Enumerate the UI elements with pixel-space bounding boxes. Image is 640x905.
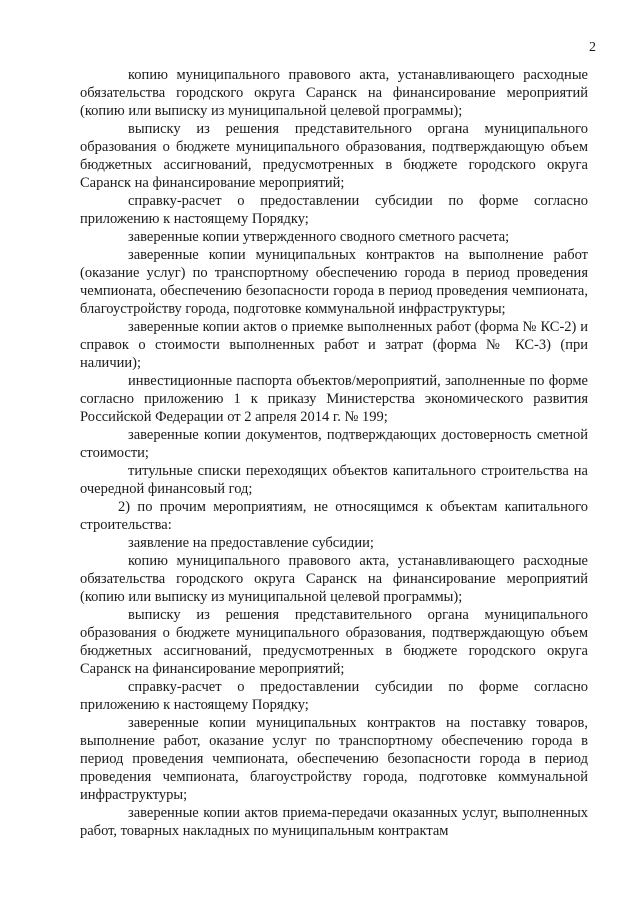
paragraph: справку-расчет о предоставлении субсидии по форме согласно приложению к настоящему Порядку; (80, 679, 588, 713)
paragraph: титульные списки переходящих объектов капитального строительства на очередной финансовый год; (80, 463, 588, 497)
numbered-paragraph: 2) по прочим мероприятиям, не относящимся к объектам капитального строительства: (80, 499, 588, 533)
paragraph: копию муниципального правового акта, устанавливающего расходные обязательства городского округа Саранск на финансирование мероприятий (копию или выписку из муниципальной целевой программы); (80, 553, 588, 605)
paragraph: копию муниципального правового акта, устанавливающего расходные обязательства городского округа Саранск на финансирование мероприятий (копию или выписку из муниципальной целевой программы); (80, 67, 588, 119)
paragraph: заявление на предоставление субсидии; (128, 535, 374, 551)
page-number: 2 (589, 40, 596, 55)
paragraph: выписку из решения представительного органа муниципального образования о бюджете муниципального образования, подтверждающую объем бюджетных ассигнований, предусмотренных в бюджете городского округа Саранск на финансирование мероприятий; (80, 607, 588, 677)
paragraph: заверенные копии актов о приемке выполненных работ (форма № КС-2) и справок о стоимости выполненных работ и затрат (форма № КС-3) (при наличии); (80, 319, 588, 371)
paragraph: заверенные копии актов приема-передачи оказанных услуг, выполненных работ, товарных накладных по муниципальным контрактам (80, 805, 588, 839)
paragraph: справку-расчет о предоставлении субсидии по форме согласно приложению к настоящему Порядку; (80, 193, 588, 227)
paragraph: заверенные копии муниципальных контрактов на поставку товаров, выполнение работ, оказание услуг по транспортному обеспечению города в период проведения чемпионата, обеспечению безопасности города в период проведения чемпионата, благоустройству города, подготовке коммунальной инфраструктуры; (80, 715, 588, 803)
paragraph: инвестиционные паспорта объектов/мероприятий, заполненные по форме согласно приложению 1 к приказу Министерства экономического развития Российской Федерации от 2 апреля 2014 г. № 199; (80, 373, 588, 425)
paragraph: заверенные копии документов, подтверждающих достоверность сметной стоимости; (80, 427, 588, 461)
paragraph: заверенные копии утвержденного сводного сметного расчета; (128, 229, 510, 245)
paragraph: выписку из решения представительного органа муниципального образования о бюджете муниципального образования, подтверждающую объем бюджетных ассигнований, предусмотренных в бюджете городского округа Саранск на финансирование мероприятий; (80, 121, 588, 191)
paragraph: заверенные копии муниципальных контрактов на выполнение работ (оказание услуг) по транспортному обеспечению города в период проведения чемпионата, обеспечению безопасности города в период проведения чемпионата, благоустройству города, подготовке коммунальной инфраструктуры; (80, 247, 588, 317)
document-body (80, 66, 588, 840)
